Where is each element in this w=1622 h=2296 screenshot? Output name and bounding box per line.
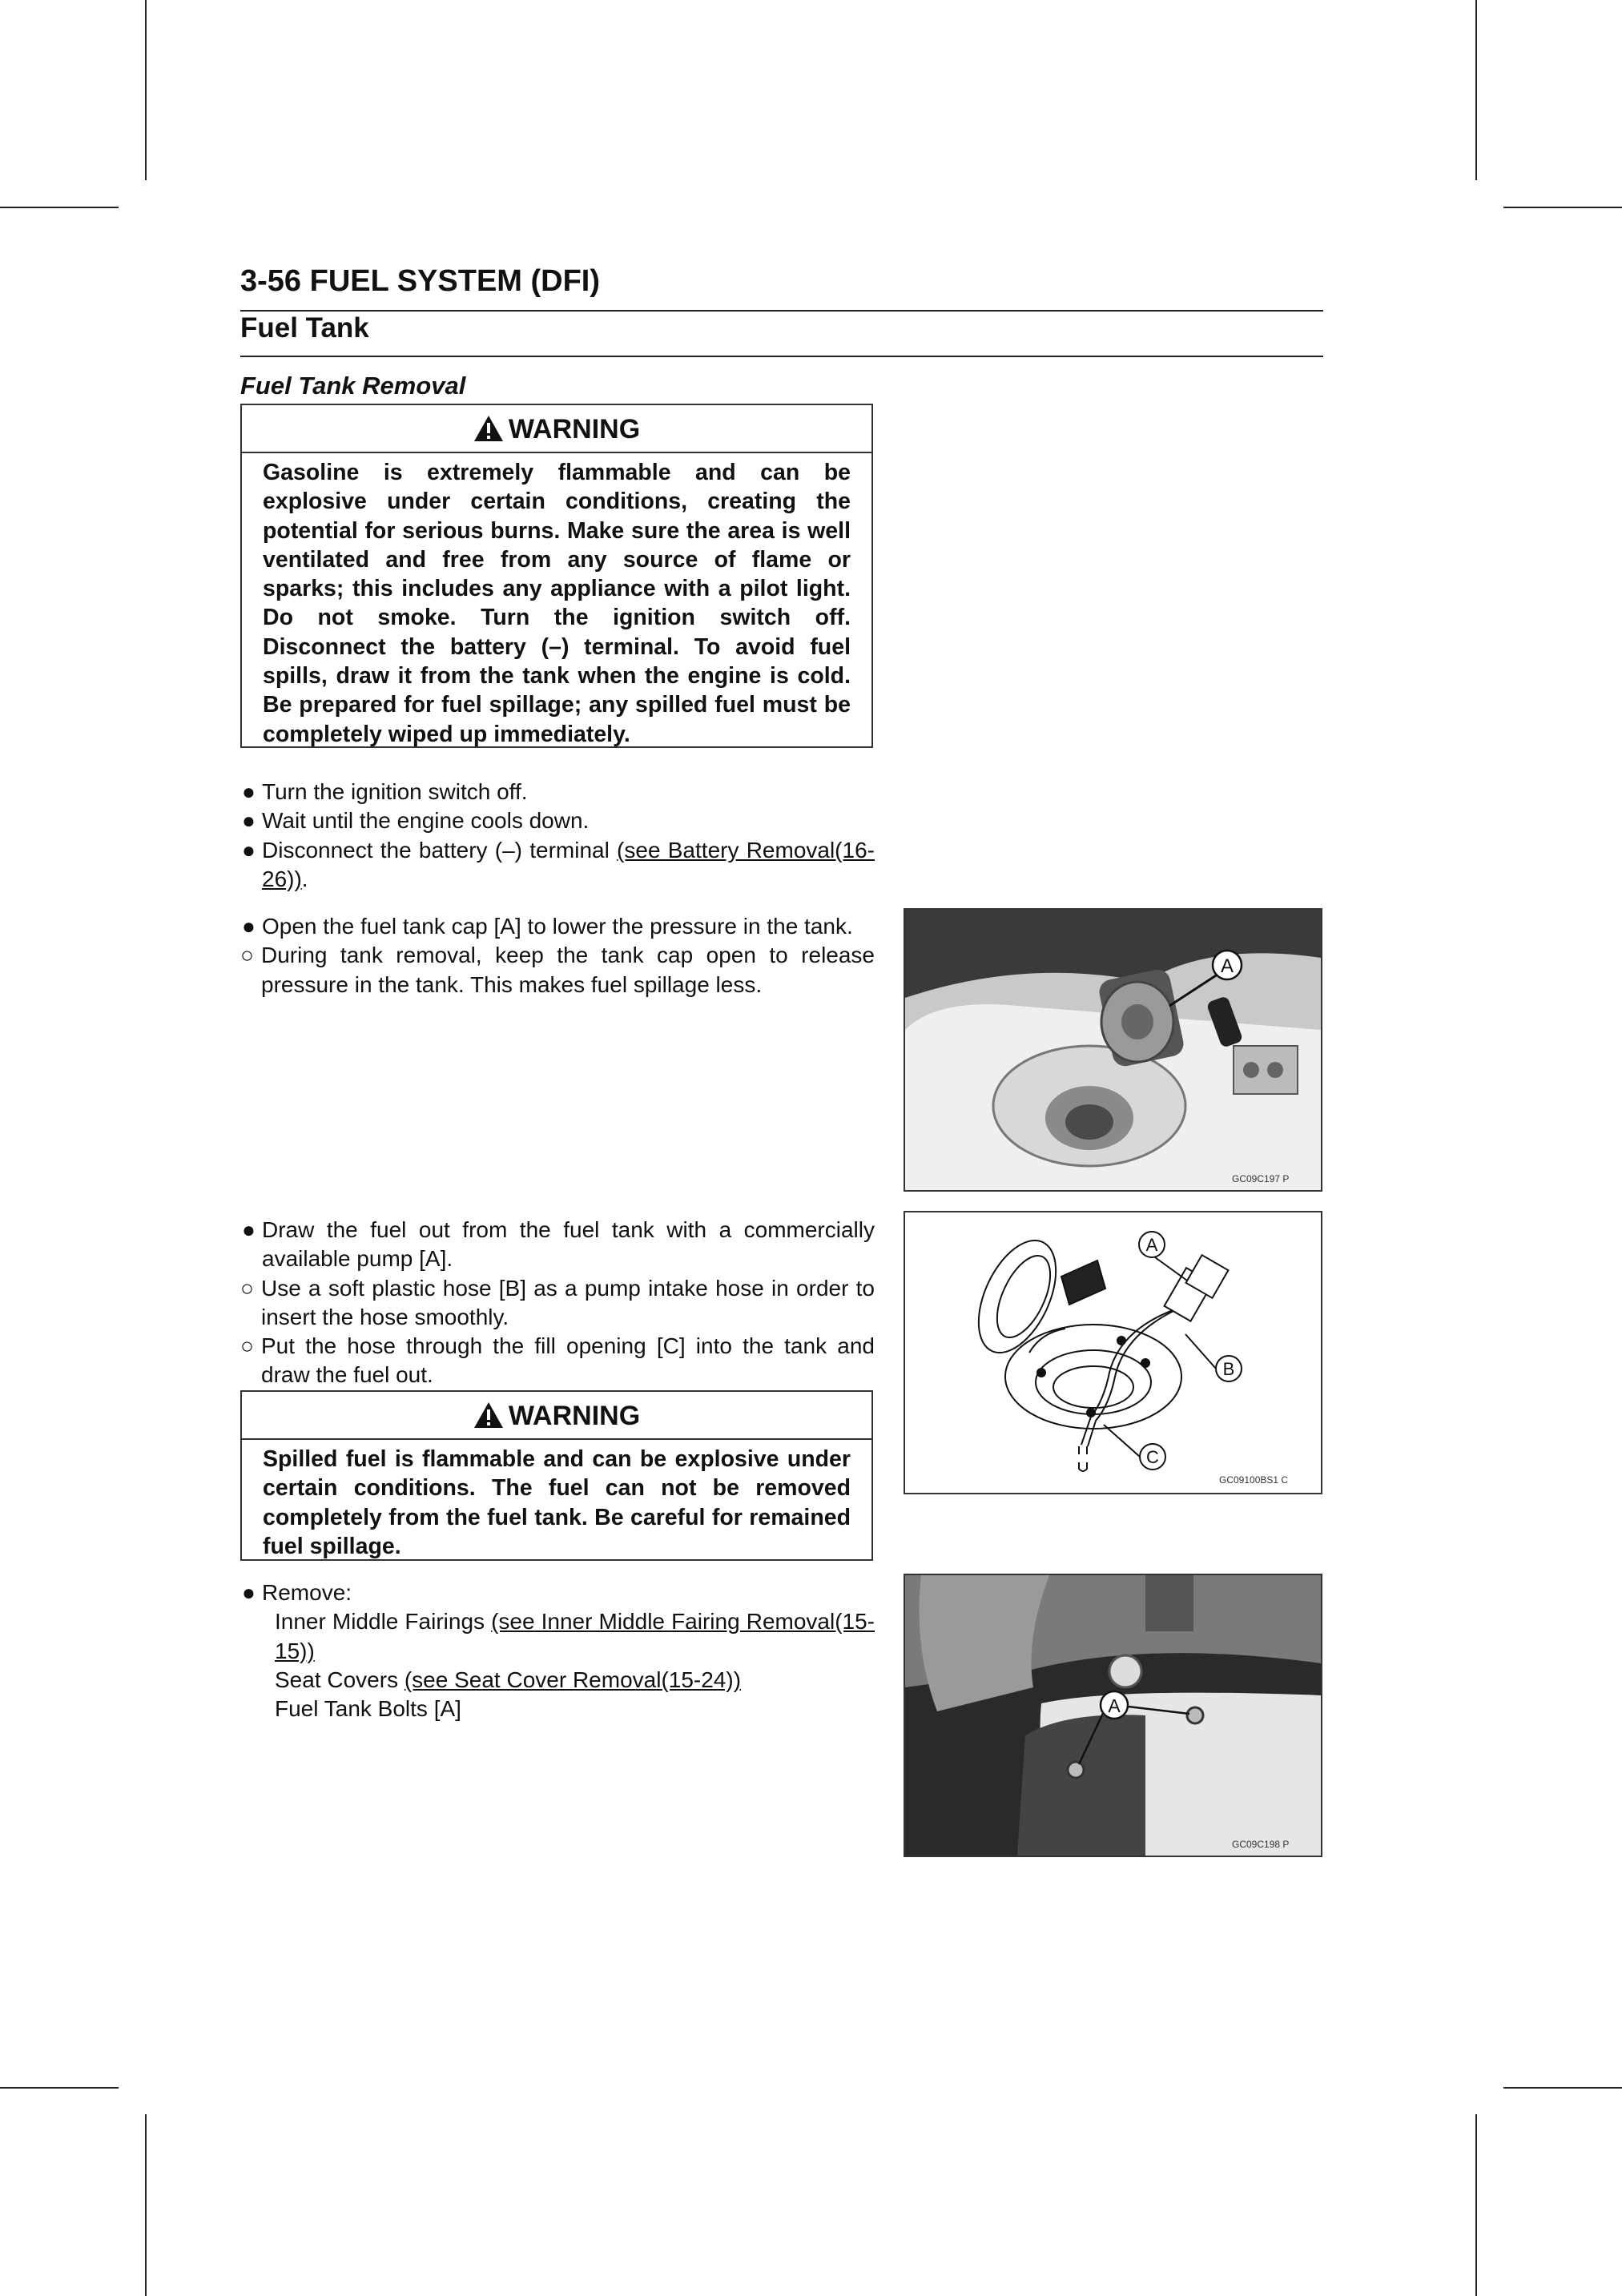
bullet-marker: ● [242, 1580, 256, 1605]
warning-header [242, 1392, 871, 1438]
crop-mark [145, 2114, 147, 2296]
note-marker: ○ [240, 1333, 254, 1359]
figure-fuel-tank-bolts [904, 1574, 1322, 1857]
step-list [240, 1216, 875, 1390]
list-item: ● Draw the fuel out from the fuel tank with a commercially available pump [A]. [242, 1217, 875, 1272]
note-item: ○ Put the hose through the fill opening [C] into the tank and draw the fuel out. [240, 1333, 875, 1388]
crop-mark [0, 2087, 119, 2089]
note-item: ○ During tank removal, keep the tank cap open to release pressure in the tank. This makes fuel spillage less. [240, 943, 875, 997]
list-item: ● Turn the ignition switch off. [240, 778, 875, 806]
bullet-marker: ● [242, 1217, 256, 1242]
crop-mark [1475, 2114, 1477, 2296]
crop-mark [0, 207, 119, 208]
list-item: Seat Covers (see Seat Cover Removal(15-24)) [275, 1667, 742, 1692]
note-marker: ○ [240, 943, 254, 968]
crop-mark [1503, 207, 1622, 208]
callout-a: A [1108, 1695, 1121, 1716]
note-marker: ○ [240, 1275, 254, 1301]
note-item: ○ Use a soft plastic hose [B] as a pump intake hose in order to insert the hose smoothly. [240, 1275, 875, 1329]
crop-mark [1503, 2087, 1622, 2089]
warning-text: Gasoline is extremely flammable and can be explosive under certain conditions, creating the potential for serious burns. Make sure the area is well ventilated and free from any source of flame or sparks; this includes any appliance with a pilot light. Do not smoke. Turn the ignition switch off. Disconnect the battery (–) terminal. To avoid fuel spills, draw it from the tank when the engine is cold. Be prepared for fuel spillage; any spilled fuel must be completely wiped up immediately. [242, 452, 871, 749]
subsection-title: Fuel Tank Removal [240, 372, 466, 400]
callout-c: C [1146, 1447, 1159, 1467]
callout-a: A [1145, 1235, 1158, 1255]
seat-cover-removal-link[interactable]: (see Seat Cover Removal(15-24)) [404, 1667, 742, 1692]
list-item: ● Open the fuel tank cap [A] to lower the pressure in the tank. [240, 912, 875, 941]
warning-header [242, 405, 871, 452]
step-list [240, 1578, 875, 1723]
warning-box [240, 1390, 873, 1561]
list-item: Inner Middle Fairings (see Inner Middle Fairing Removal(15-15)) [275, 1609, 875, 1663]
figure-code: GC09C197 P [1232, 1173, 1290, 1184]
bullet-marker: ● [242, 837, 256, 863]
figure-code: GC09C198 P [1232, 1839, 1290, 1850]
list-item: Fuel Tank Bolts [A] [275, 1696, 461, 1722]
warning-box [240, 404, 873, 748]
figure-fuel-tank-cap [904, 908, 1322, 1192]
crop-mark [145, 0, 147, 180]
figure-fuel-pump [904, 1211, 1322, 1494]
bullet-marker: ● [242, 779, 256, 804]
warning-label: WARNING [508, 414, 641, 444]
list-item: ● Remove: [240, 1578, 875, 1607]
callout-a: A [1220, 955, 1234, 977]
callout-b: B [1222, 1359, 1235, 1379]
list-item: ● Disconnect the battery (–) terminal (see Battery Removal(16-26)). [242, 837, 875, 891]
warning-triangle-icon [473, 1401, 504, 1429]
warning-label: WARNING [508, 1401, 641, 1431]
bullet-marker: ● [242, 914, 256, 939]
battery-removal-link[interactable]: (see Battery Removal(16-26)) [262, 837, 875, 891]
inner-middle-fairing-removal-link[interactable]: (see Inner Middle Fairing Removal(15-15)) [275, 1609, 875, 1663]
step-list [240, 912, 875, 999]
figure-code: GC09100BS1 C [1219, 1474, 1289, 1486]
section-title: Fuel Tank [240, 312, 369, 344]
section-rule [240, 356, 1323, 357]
bullet-marker: ● [242, 808, 256, 834]
warning-text: Spilled fuel is flammable and can be explosive under certain conditions. The fuel can not be removed completely from the fuel tank. Be careful for remained fuel spillage. [242, 1438, 871, 1561]
crop-mark [1475, 0, 1477, 180]
warning-triangle-icon [473, 415, 504, 442]
step-list [240, 778, 875, 894]
page-header-title: 3-56 FUEL SYSTEM (DFI) [240, 264, 601, 298]
list-item: ● Wait until the engine cools down. [240, 806, 875, 835]
header-rule [240, 310, 1323, 312]
